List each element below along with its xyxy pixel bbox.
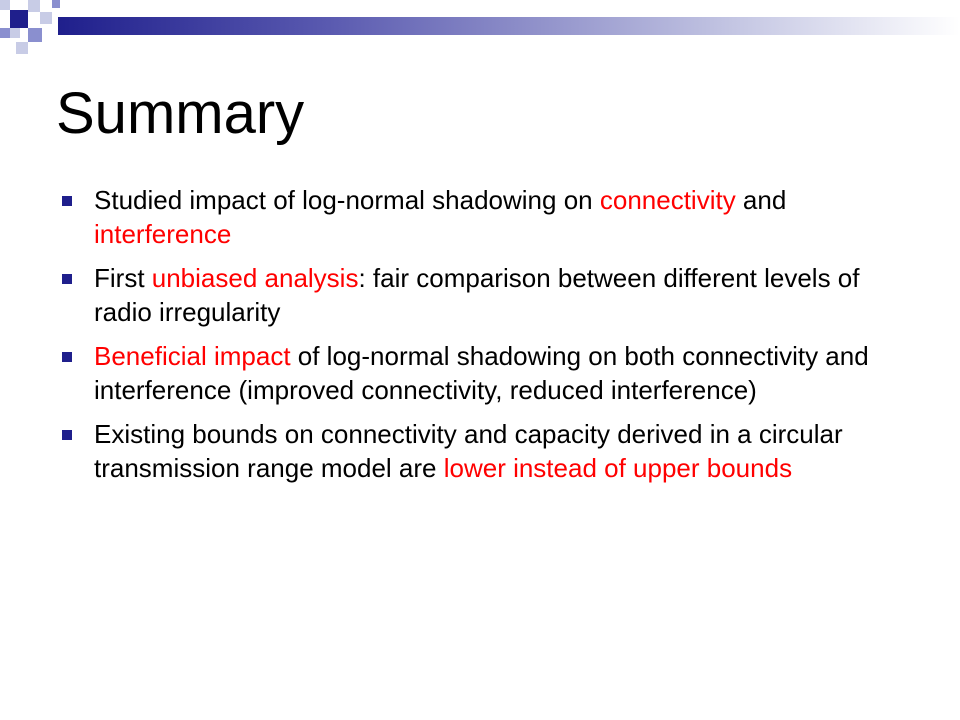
highlighted-term: lower instead of upper bounds	[443, 453, 793, 483]
square-bullet-icon	[62, 196, 72, 206]
highlighted-term: unbiased analysis	[151, 263, 359, 293]
bullet-item	[62, 183, 902, 251]
decorative-square	[40, 12, 52, 24]
bullet-text: First	[94, 263, 152, 293]
bullet-text: of log-normal shadowing on both connectivity and interference (improved connectivity, reduced interference)	[94, 341, 869, 405]
decorative-square	[10, 10, 28, 28]
decorative-square	[16, 42, 28, 54]
bullet-item	[62, 339, 902, 407]
slide-title: Summary	[56, 81, 305, 146]
bullet-text: Studied impact of log-normal shadowing on	[94, 185, 600, 215]
square-bullet-icon	[62, 430, 72, 440]
decorative-square	[0, 28, 10, 38]
bullet-text: and	[735, 185, 787, 215]
bullet-item	[62, 417, 902, 485]
square-bullet-icon	[62, 274, 72, 284]
highlighted-term: interference	[94, 219, 232, 249]
highlighted-term: Beneficial impact	[94, 341, 291, 371]
decorative-square	[28, 0, 40, 12]
decorative-square	[0, 0, 10, 10]
header-gradient-bar	[58, 17, 960, 35]
decorative-square	[10, 28, 20, 38]
square-bullet-icon	[62, 352, 72, 362]
bullet-list	[62, 183, 902, 495]
bullet-text: Existing bounds on connectivity and capacity derived in a circular transmission range model are	[94, 419, 843, 483]
bullet-item	[62, 261, 902, 329]
decorative-square	[28, 28, 42, 42]
highlighted-term: connectivity	[599, 185, 736, 215]
bullet-text: : fair comparison between different levels of radio irregularity	[94, 263, 860, 327]
decorative-square	[52, 0, 60, 8]
